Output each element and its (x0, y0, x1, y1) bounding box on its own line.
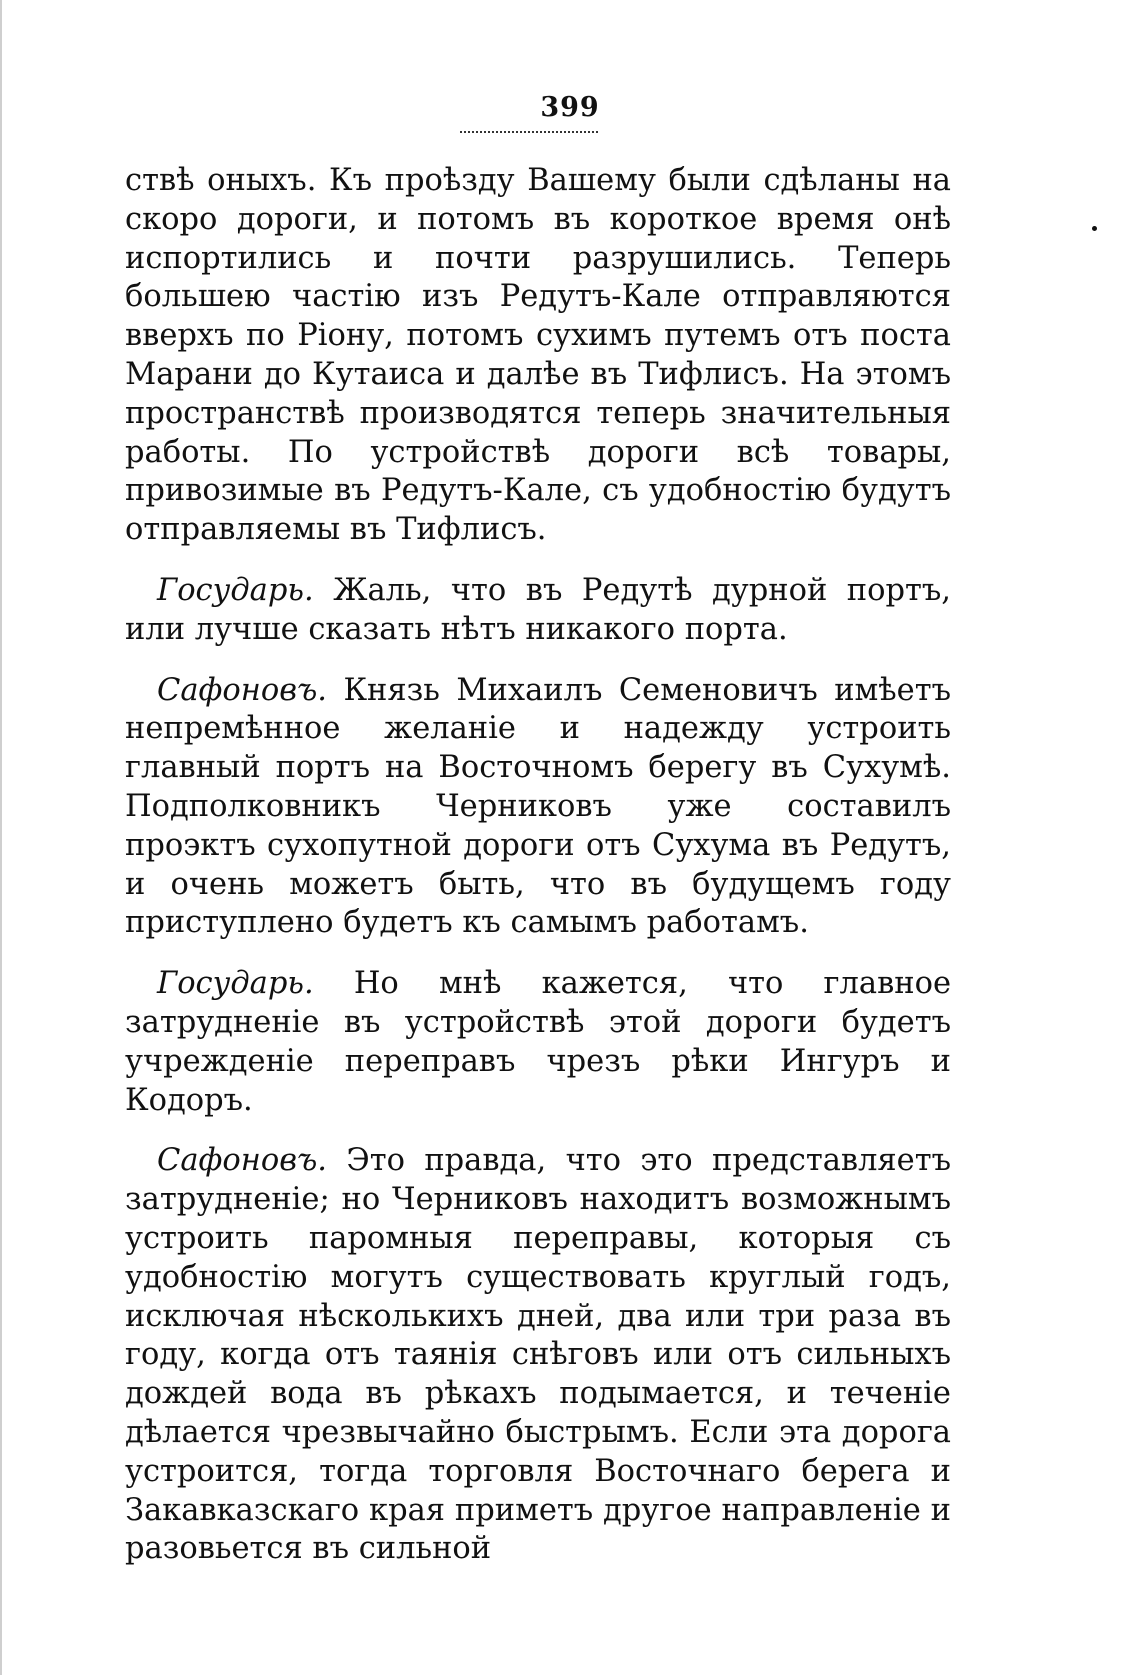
paragraph-1 (125, 162, 951, 550)
paragraph-5 (125, 1142, 951, 1569)
speaker-label: Государь. (157, 966, 314, 1002)
paragraph-text: Это правда, что это представляетъ затрудненіе; но Черниковъ находитъ возможнымъ устроить паромныя переправы, которыя съ удобностію могутъ существовать круглый годъ, исключая нѣсколькихъ дней, два или три раза въ году, когда отъ таянія снѣговъ или отъ сильныхъ дождей вода въ рѣкахъ подымается, и теченіе дѣлается чрезвычайно быстрымъ. Если эта дорога устроится, тогда торговля Восточнаго берега и Закавказскаго края приметъ другое направленіе и разовьется въ сильной (125, 1143, 951, 1567)
paragraph-text: Князь Михаилъ Семеновичъ имѣетъ непремѣнное желаніе и надежду устроить главный портъ на Восточномъ берегу въ Сухумѣ. Подполковникъ Черниковъ уже составилъ проэктъ сухопутной дороги отъ Сухума въ Редутъ, и очень можетъ быть, что въ будущемъ году приступлено будетъ къ самымъ работамъ. (125, 672, 951, 941)
page-number-rule (460, 126, 598, 133)
paragraph-3 (125, 672, 951, 944)
paragraph-text: Жаль, что въ Редутѣ дурной портъ, или лучше сказать нѣтъ никакого порта. (125, 572, 951, 647)
paragraph-text: ствѣ оныхъ. Къ проѣзду Вашему были сдѣланы на скоро дороги, и потомъ въ короткое время онѣ испортились и почти разрушились. Теперь большею частію изъ Редутъ-Кале отправляются вверхъ по Ріону, потомъ сухимъ путемъ отъ поста Марани до Кутаиса и далѣе въ Тифлисъ. На этомъ пространствѣ производятся теперь значительныя работы. По устройствѣ дороги всѣ товары, привозимые въ Редутъ-Кале, съ удобностію будутъ отправляемы въ Тифлисъ. (125, 163, 951, 548)
paragraph-4 (125, 965, 951, 1120)
paragraph-2 (125, 572, 951, 650)
speaker-label: Сафоновъ. (157, 672, 327, 708)
margin-speck (1092, 226, 1097, 231)
speaker-label: Сафоновъ. (157, 1143, 327, 1179)
page-number: 399 (540, 92, 600, 123)
paragraph-text: Но мнѣ кажется, что главное затрудненіе въ устройствѣ этой дороги будетъ учрежденіе переправъ чрезъ рѣки Ингуръ и Кодоръ. (125, 966, 951, 1118)
page-edge-shadow (0, 0, 2, 1675)
body-text (125, 162, 951, 1591)
speaker-label: Государь. (157, 572, 314, 608)
